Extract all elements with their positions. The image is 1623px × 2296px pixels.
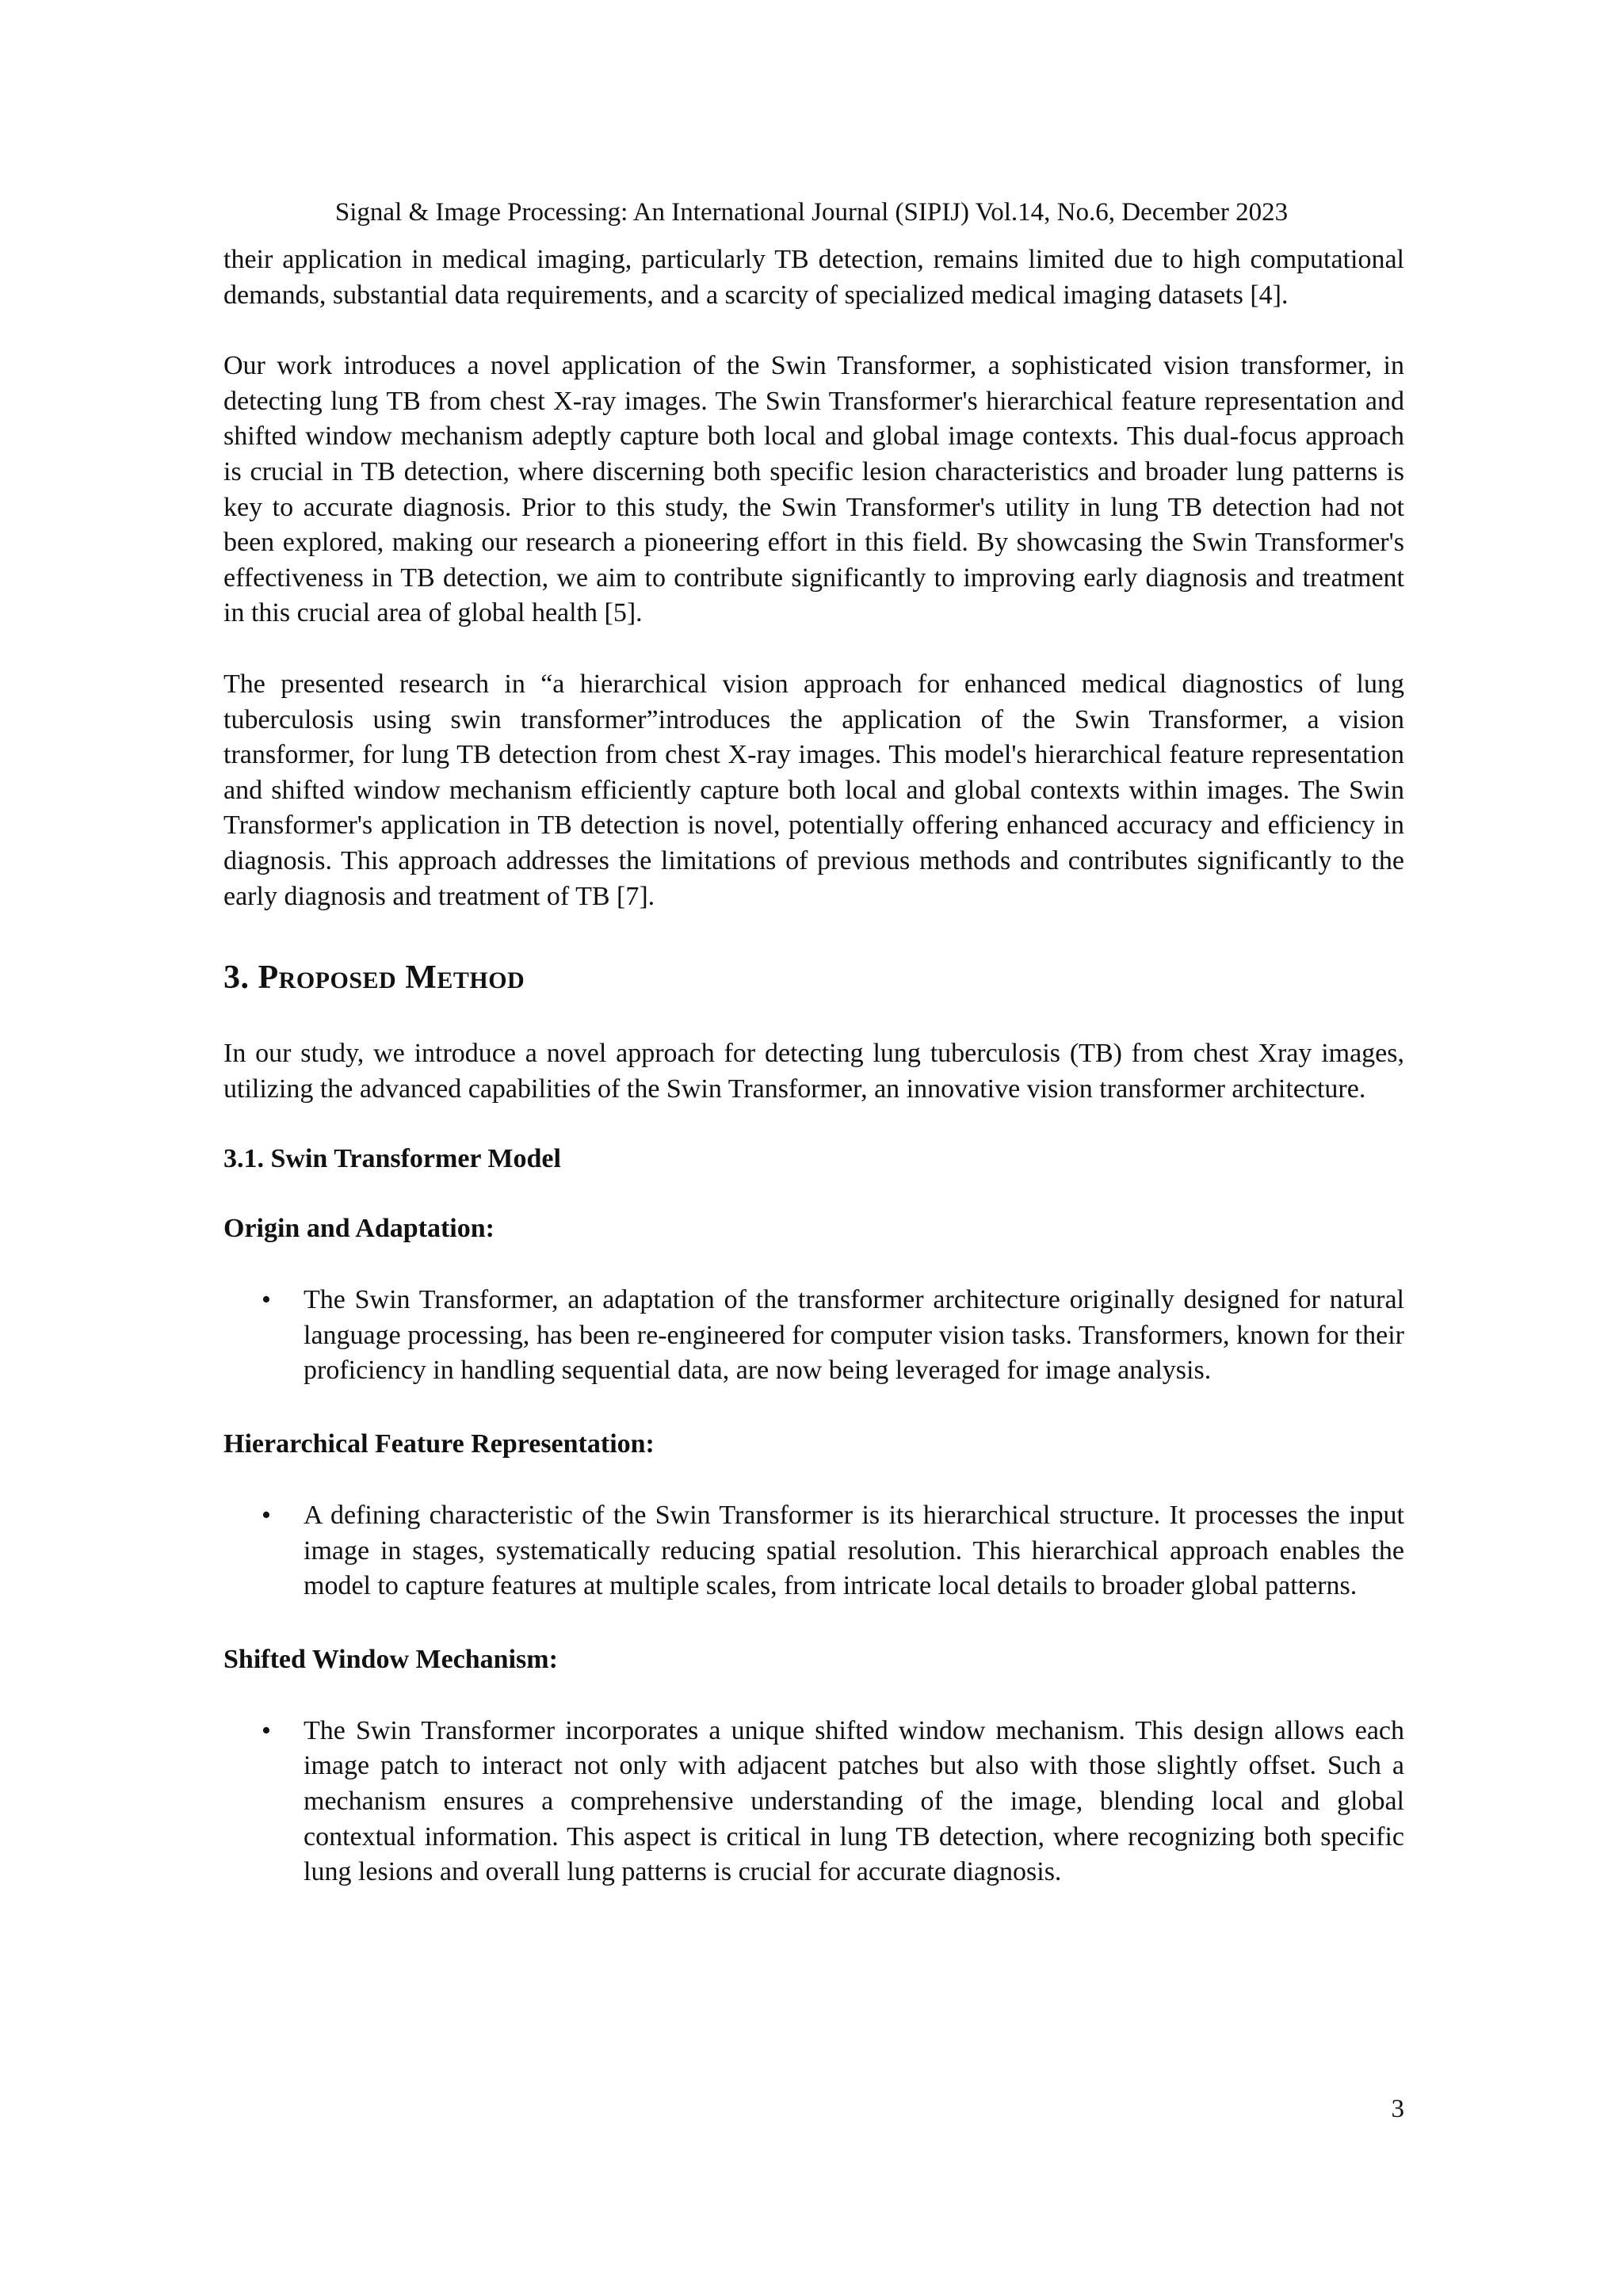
list-item-text: The Swin Transformer, an adaptation of the transformer architecture originally designed for natural language processing, has been re-engineered for computer vision tasks. Transformers, known for their proficiency in handling sequential data, are now being leveraged for image analysis. <box>304 1285 1404 1386</box>
page-content <box>223 242 1404 1890</box>
list-item <box>223 1498 1404 1604</box>
page-number: 3 <box>1391 2095 1404 2123</box>
bullet-icon: • <box>262 1715 271 1745</box>
heading-shifted-window: Shifted Window Mechanism: <box>223 1644 558 1674</box>
bullet-icon: • <box>262 1285 271 1315</box>
list-item-text: A defining characteristic of the Swin Transformer is its hierarchical structure. It processes the input image in stages, systematically reducing spatial resolution. This hierarchical approach enables the model to capture features at multiple scales, from intricate local details to broader global patterns. <box>304 1501 1404 1601</box>
list-item <box>223 1283 1404 1389</box>
heading-hierarchical-feature: Hierarchical Feature Representation: <box>223 1429 655 1459</box>
paragraph-continuation: their application in medical imaging, particularly TB detection, remains limited due to high computational demands, substantial data requirements, and a scarcity of specialized medical imaging datasets [4]. <box>223 245 1404 310</box>
bullet-list-origin <box>223 1283 1404 1389</box>
subsection-heading-swin-model: 3.1. Swin Transformer Model <box>223 1144 561 1174</box>
section-title-word-2-rest: ETHOD <box>437 967 525 994</box>
section-intro-paragraph: In our study, we introduce a novel approach for detecting lung tuberculosis (TB) from chest Xray images, utilizing the advanced capabilities of the Swin Transformer, an innovative vision transformer architecture. <box>223 1039 1404 1104</box>
bullet-list-hierarchical <box>223 1498 1404 1604</box>
section-title-word-1-rest: ROPOSED <box>278 967 397 994</box>
section-title-word-1-initial: P <box>258 959 279 997</box>
section-number: 3. <box>223 959 250 997</box>
paragraph-presented-research: The presented research in “a hierarchical vision approach for enhanced medical diagnostics of lung tuberculosis using swin transformer”introduces the application of the Swin Transformer, a vision transformer, for lung TB detection from chest X-ray images. This model's hierarchical feature representation and shifted window mechanism efficiently capture both local and global contexts within images. The Swin Transformer's application in TB detection is novel, potentially offering enhanced accuracy and efficiency in diagnosis. This approach addresses the limitations of previous methods and contributes significantly to the early diagnosis and treatment of TB [7]. <box>223 669 1404 911</box>
paragraph-our-work: Our work introduces a novel application of the Swin Transformer, a sophisticated vision transformer, in detecting lung TB from chest X-ray images. The Swin Transformer's hierarchical feature representation and shifted window mechanism adeptly capture both local and global image contexts. This dual-focus approach is crucial in TB detection, where discerning both specific lesion characteristics and broader lung patterns is key to accurate diagnosis. Prior to this study, the Swin Transformer's utility in lung TB detection had not been explored, making our research a pioneering effort in this field. By showcasing the Swin Transformer's effectiveness in TB detection, we aim to contribute significantly to improving early diagnosis and treatment in this crucial area of global health [5]. <box>223 351 1404 628</box>
section-heading-proposed-method <box>223 957 1404 1001</box>
list-item-text: The Swin Transformer incorporates a unique shifted window mechanism. This design allows each image patch to interact not only with adjacent patches but also with those slightly offset. Such a mechanism ensures a comprehensive understanding of the image, blending local and global contextual information. This aspect is critical in lung TB detection, where recognizing both specific lung lesions and overall lung patterns is crucial for accurate diagnosis. <box>304 1715 1404 1887</box>
bullet-list-shifted <box>223 1714 1404 1890</box>
heading-origin-adaptation: Origin and Adaptation: <box>223 1214 495 1244</box>
section-title-word-2-initial: M <box>405 959 437 997</box>
running-header: Signal & Image Processing: An International Journal (SIPIJ) Vol.14, No.6, December 2023 <box>334 198 1289 227</box>
bullet-icon: • <box>262 1501 271 1531</box>
list-item <box>223 1714 1404 1890</box>
